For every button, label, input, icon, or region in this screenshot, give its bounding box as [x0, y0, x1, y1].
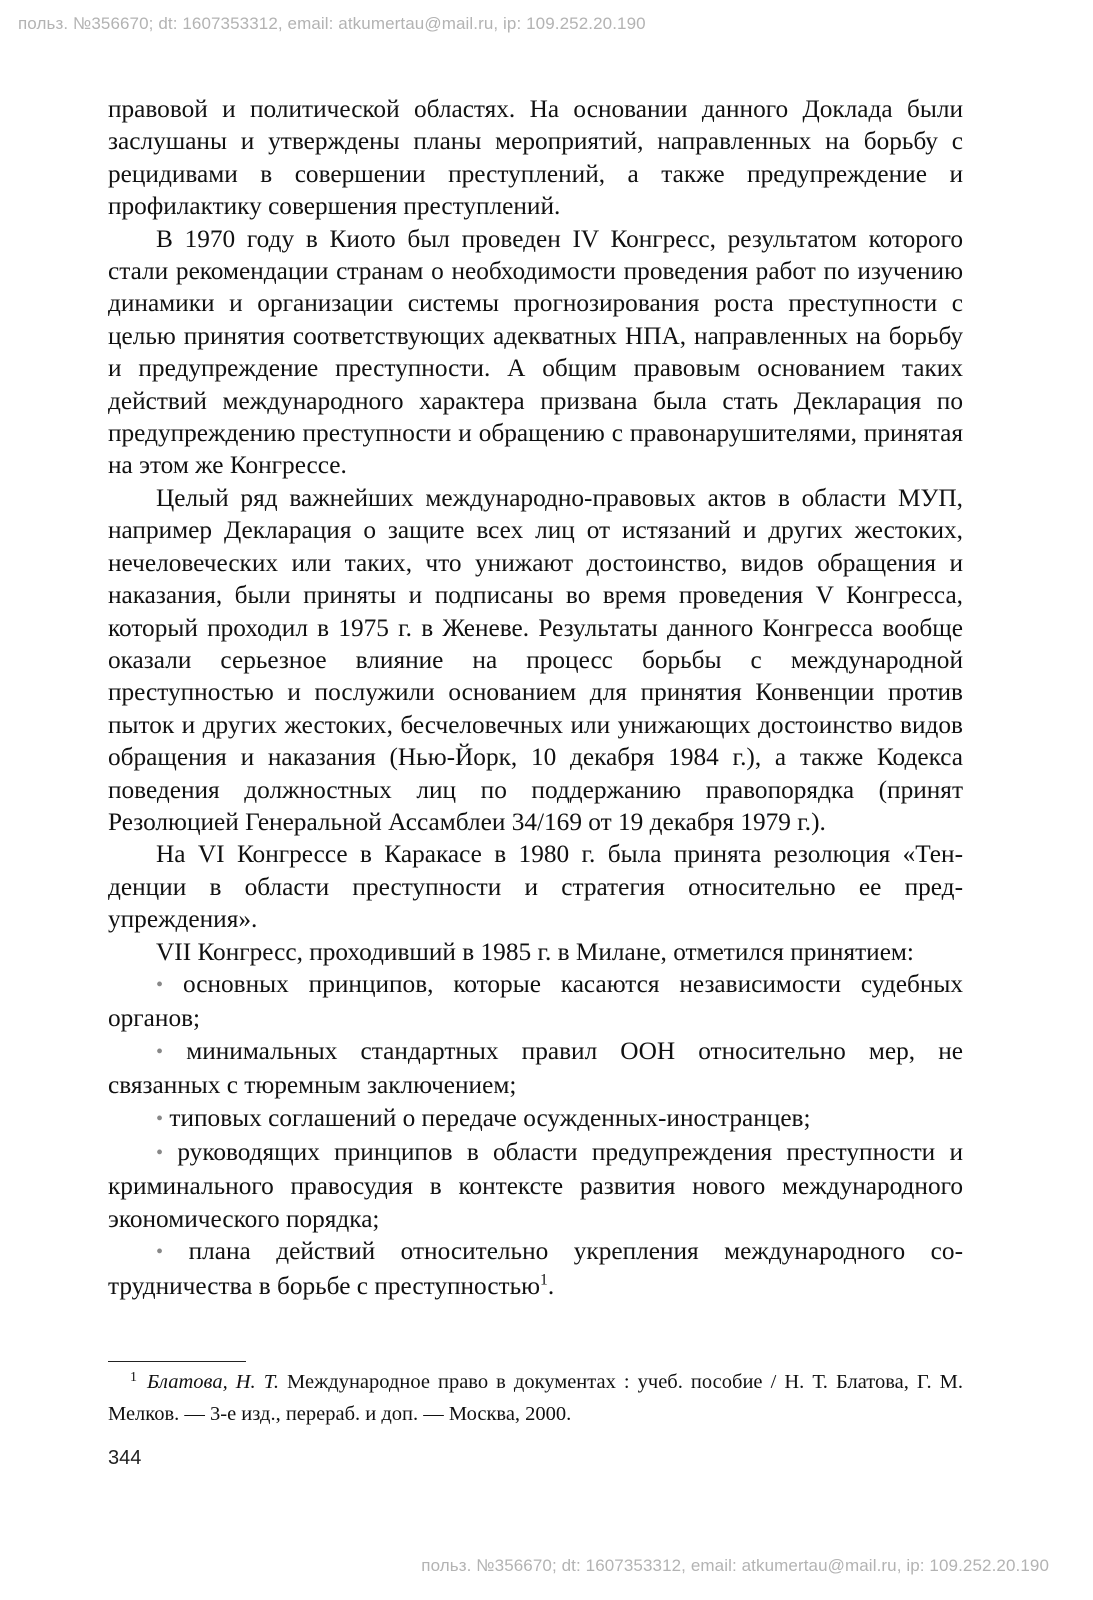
bullet-icon: •	[156, 1040, 164, 1063]
paragraph-5: VII Конгресс, проходивший в 1985 г. в Милане, отметился принятием:	[156, 937, 914, 966]
footnote-number: 1	[130, 1370, 137, 1385]
watermark-top: польз. №356670; dt: 1607353312, email: atkumertau@mail.ru, ip: 109.252.20.190	[18, 14, 646, 33]
paragraph-2: В 1970 году в Киото был проведен IV Конгресс, результатом которого стали рекомендации странам о необходимости проведения работ по изучению динамики и организации системы прогнозирования роста преступности с целью принятия соответствующих адекватных НПА, направленных на борьбу и предупреждение преступности. А общим правовым основанием таких действий международного характера призвана была стать Декларация по предупреждению преступности и обращению с правонарушителями, принятая на этом же Конгрессе.	[108, 224, 963, 480]
list-item	[108, 1235, 963, 1302]
footnote-divider	[108, 1361, 246, 1362]
list-item	[108, 968, 963, 1035]
bullet-icon: •	[156, 973, 164, 996]
paragraph-1: правовой и политической областях. На основании данного Доклада были заслушаны и утверждены планы мероприятий, направленных на борьбу с рецидивами в совершении преступлений, а также предупреждение и профилактику совершения преступлений.	[108, 95, 963, 221]
list-item	[108, 1136, 963, 1235]
list-item	[108, 1102, 963, 1136]
list-item-text: минимальных стандартных правил ООН относительно мер, не связанных с тюремным заключением;	[108, 1036, 963, 1100]
page-body	[108, 93, 963, 1302]
bullet-icon: •	[156, 1107, 164, 1130]
bullet-icon: •	[156, 1142, 164, 1164]
paragraph-4: На VI Конгрессе в Каракасе в 1980 г. была принята резолюция «Тенденции в области преступности и стратегия относительно ее предупреждения».	[108, 840, 963, 934]
footnote-text: Международное право в документах : учеб. пособие / Н. Т. Блатова, Г. М. Мелков. — 3-е изд., перераб. и доп. — Москва, 2000.	[108, 1371, 963, 1425]
end-punctuation: .	[547, 1271, 555, 1300]
list-item-text: плана действий относительно укрепления международного сотрудничества в борьбе с преступностью	[108, 1237, 963, 1300]
page-number: 344	[108, 1447, 142, 1469]
footnote-reference[interactable]: 1	[540, 1271, 548, 1289]
list-item-text: руководящих принципов в области предупреждения преступности и криминального правосудия в контексте развития нового международного экономического порядка;	[108, 1138, 964, 1233]
watermark-bottom: польз. №356670; dt: 1607353312, email: atkumertau@mail.ru, ip: 109.252.20.190	[421, 1556, 1049, 1575]
list-item-text: типовых соглашений о передаче осужденных-иностранцев;	[169, 1103, 811, 1132]
list-item-text: основных принципов, которые касаются независимости судебных органов;	[108, 969, 963, 1033]
paragraph-3: Целый ряд важнейших международно-правовых актов в области МУП, например Декларация о защите всех лиц от истязаний и других жестоких, нечеловеческих или таких, что унижают достоинство, видов обращения и наказания, были приняты и подписаны во время проведения V Конгресса, который проходил в 1975 г. в Женеве. Результаты данного Конгресса вообще оказали серьезное влияние на процесс борьбы с международной преступностью и послужили основанием для принятия Конвенции против пыток и других жестоких, бесчеловечных или унижающих достоинство видов обращения и наказания (Нью-Йорк, 10 декабря 1984 г.), а также Кодекса поведения должностных лиц по поддержанию правопорядка (принят Резолюцией Генеральной Ассамблеи 34/169 от 19 декабря 1979 г.).	[108, 483, 963, 836]
footnote-author: Блатова, Н. Т.	[146, 1371, 279, 1393]
footnote	[108, 1368, 963, 1429]
bullet-icon: •	[156, 1241, 164, 1264]
list-item	[108, 1035, 963, 1102]
